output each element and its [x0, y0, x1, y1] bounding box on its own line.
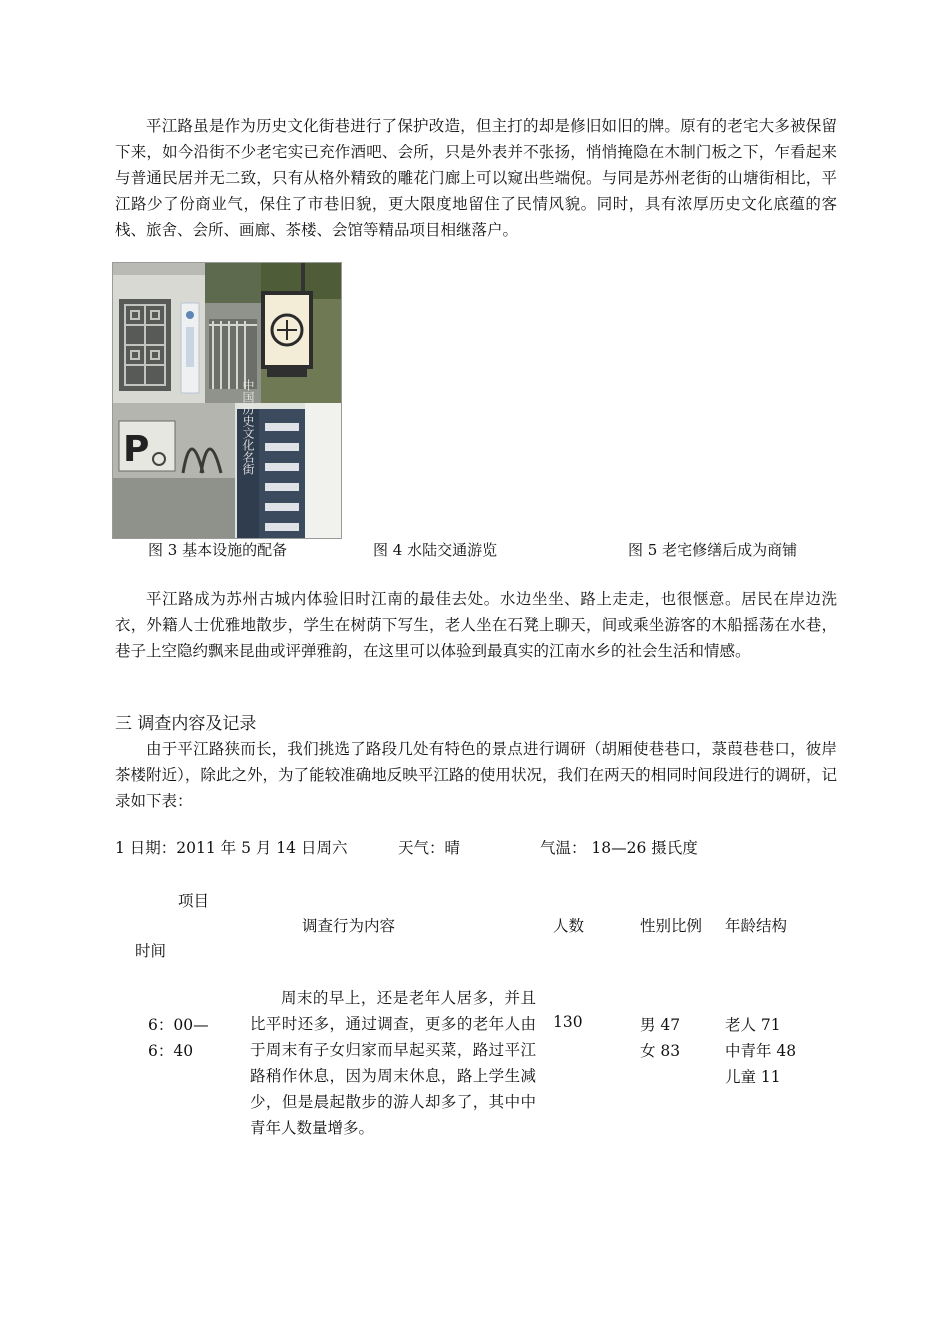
table-header-gender: 性别比例 [640, 917, 703, 935]
caption-figure-4: 图 4 水陆交通游览 [373, 541, 498, 559]
table-row-count: 130 [553, 1013, 583, 1031]
table-row-content: 周末的早上，还是老年人居多，并且比平时还多，通过调查，更多的老年人由于周末有子女归家而早起买菜，路过平江路稍作休息，因为周末休息，路上学生减少，但是晨起散步的游人却多了，其中中青年人数量增多。 [250, 989, 536, 1137]
heritage-street-sign: 中国历史文化名街 [241, 379, 255, 475]
table-header-time: 时间 [135, 942, 167, 960]
table-row-time-end: 6：40 [148, 1042, 194, 1060]
table-header-age: 年龄结构 [725, 917, 788, 935]
section-heading: 三 调查内容及记录 [115, 714, 257, 734]
parking-sign-letter: P [123, 429, 150, 470]
record-date: 1 日期：2011 年 5 月 14 日周六 [115, 839, 348, 857]
record-weather: 天气：晴 [398, 839, 461, 857]
record-temperature: 气温： 18—26 摄氏度 [540, 839, 698, 857]
table-row-gender-female: 女 83 [640, 1042, 681, 1060]
caption-figure-3: 图 3 基本设施的配备 [148, 541, 288, 559]
table-row-age-middle: 中青年 48 [725, 1042, 797, 1060]
caption-figure-5: 图 5 老宅修缮后成为商铺 [628, 541, 798, 559]
table-row-age-elder: 老人 71 [725, 1016, 781, 1034]
paragraph-method: 由于平江路狭而长，我们挑选了路段几处有特色的景点进行调研（胡厢使巷巷口，菉葭巷巷口，彼岸茶楼附近），除此之外，为了能较准确地反映平江路的使用状况，我们在两天的相同时间段进行的调研，记录如下表： [115, 740, 837, 810]
table-row-age-child: 儿童 11 [725, 1068, 781, 1086]
paragraph-experience: 平江路成为苏州古城内体验旧时江南的最佳去处。水边坐坐、路上走走，也很惬意。居民在岸边洗衣，外籍人士优雅地散步，学生在树荫下写生，老人坐在石凳上聊天，间或乘坐游客的木船摇荡在水巷，巷子上空隐约飘来昆曲或评弹雅韵，在这里可以体验到最真实的江南水乡的社会生活和情感。 [115, 590, 837, 660]
table-row-gender-male: 男 47 [640, 1016, 681, 1034]
table-header-content: 调查行为内容 [302, 917, 396, 935]
paragraph-intro: 平江路虽是作为历史文化街巷进行了保护改造，但主打的却是修旧如旧的牌。原有的老宅大多被保留下来，如今沿街不少老宅实已充作酒吧、会所，只是外表并不张扬，悄悄掩隐在木制门板之下，乍看起来与普通民居并无二致，只有从格外精致的雕花门廊上可以窥出些端倪。与同是苏州老街的山塘街相比，平江路少了份商业气，保住了市巷旧貌，更大限度地留住了民情风貌。同时，具有浓厚历史文化底蕴的客栈、旅舍、会所、画廊、茶楼、会馆等精品项目相继落户。 [115, 117, 837, 239]
table-header-item: 项目 [178, 892, 210, 910]
table-header-count: 人数 [553, 917, 585, 935]
facilities-photo [112, 262, 342, 539]
table-row-time-start: 6：00— [148, 1016, 209, 1034]
